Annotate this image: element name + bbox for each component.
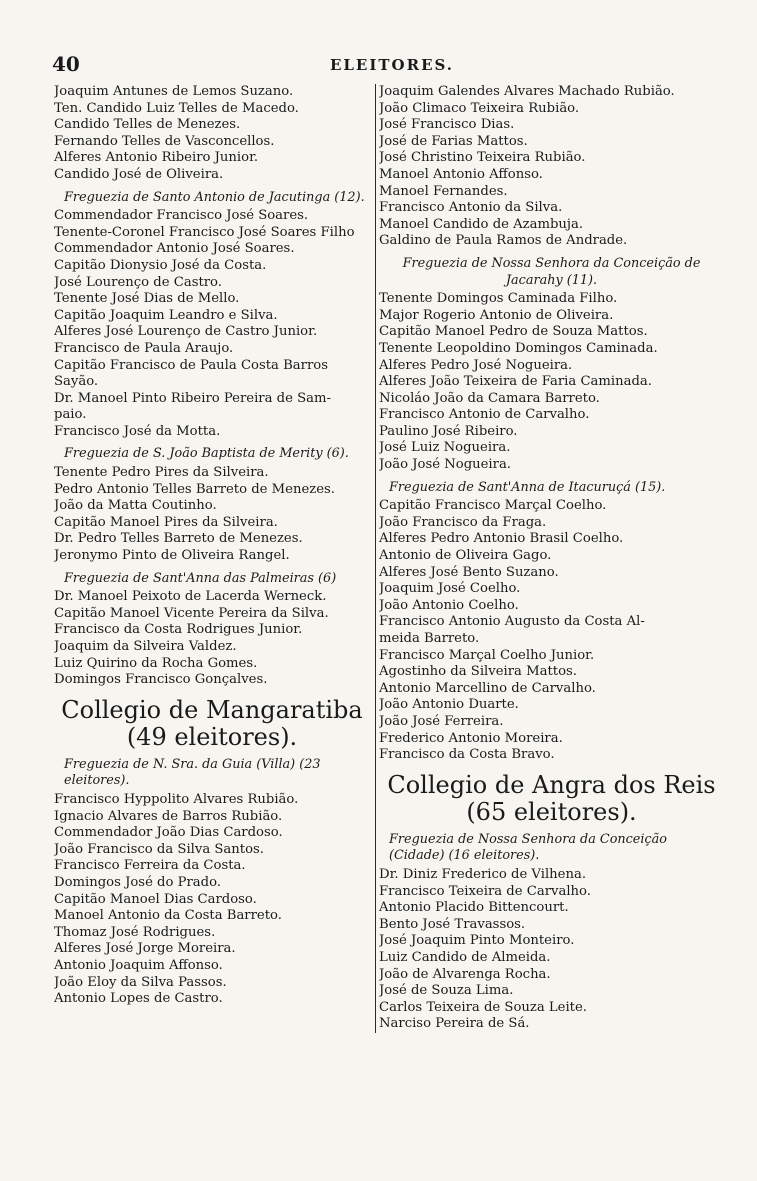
elector-name: Antonio Placido Bittencourt. [379,900,569,916]
name-list [379,84,724,250]
elector-name: João José Ferreira. [379,713,504,729]
elector-name: Nicoláo João da Camara Barreto. [379,390,600,406]
elector-name: João José Nogueira. [379,457,512,473]
elector-name: Ignacio Alvares de Barros Rubião. [54,808,283,824]
elector-name: Antonio Lopes de Castro. [54,991,223,1007]
elector-name: Capitão Francisco de Paula Costa Barros [54,357,328,373]
elector-name: Joaquim Galendes Alvares Machado Rubião. [379,84,675,99]
elector-name: Capitão Manoel Vicente Pereira da Silva. [54,605,329,621]
elector-name: Sayão. [54,374,99,390]
elector-name: Manoel Candido de Azambuja. [379,216,584,232]
name-list [379,867,724,1033]
elector-name: Capitão Joaquim Leandro e Silva. [54,307,278,323]
elector-name: Candido José de Oliveira. [54,166,224,182]
elector-name: José Joaquim Pinto Monteiro. [379,933,575,949]
elector-name: Fernando Telles de Vasconcellos. [54,133,275,149]
elector-name: Alferes Pedro Antonio Brasil Coelho. [379,531,624,547]
elector-name: Francisco Ferreira da Costa. [54,858,246,874]
elector-name: Antonio de Oliveira Gago. [379,548,552,564]
elector-name: Alferes José Bento Suzano. [379,564,559,580]
elector-name: Pedro Antonio Telles Barreto de Menezes. [54,481,335,497]
elector-name: Luiz Quirino da Rocha Gomes. [54,655,258,671]
college-heading [54,697,370,751]
elector-name: Paulino José Ribeiro. [379,423,518,439]
elector-name: Alferes Antonio Ribeiro Junior. [54,150,259,166]
elector-name: Luiz Candido de Almeida. [379,949,551,965]
elector-name: Narciso Pereira de Sá. [379,1016,530,1032]
name-list [54,792,370,1008]
running-title: ELEITORES. [329,56,455,74]
elector-name: Capitão Dionysio José da Costa. [54,257,267,273]
elector-name: Francisco da Costa Bravo. [379,747,555,763]
elector-name: Ten. Candido Luiz Telles de Macedo. [54,100,299,116]
page-header [52,52,732,76]
elector-name: José Christino Teixeira Rubião. [379,150,586,166]
elector-name: Francisco José da Motta. [54,423,221,439]
elector-name: Bento José Travassos. [379,916,526,932]
elector-name: João Antonio Duarte. [379,697,519,713]
elector-name: Dr. Diniz Frederico de Vilhena. [379,866,587,882]
elector-name: Capitão Manoel Pedro de Souza Mattos. [379,324,648,340]
elector-name: Francisco Hyppolito Alvares Rubião. [54,791,299,807]
section-heading: Freguezia de S. João Baptista de Merity (6). [64,446,349,462]
elector-name: Agostinho da Silveira Mattos. [379,664,577,680]
section-heading: Freguezia de Sant'Anna de Itacuruçá (15). [389,479,666,495]
elector-name: José Lourenço de Castro. [54,274,222,290]
elector-name: Candido Telles de Menezes. [54,117,241,133]
name-list [379,291,724,474]
section-heading: Freguezia de Nossa Senhora da Conceição (Cidade) (16 eleitores). [389,831,667,864]
elector-name: Commendador Francisco José Soares. [54,208,309,224]
elector-name: Dr. Manoel Peixoto de Lacerda Werneck. [54,589,327,605]
elector-name: Commendador Antonio José Soares. [54,241,295,257]
elector-name: Alferes José Lourenço de Castro Junior. [54,324,318,340]
elector-name: Capitão Manoel Pires da Silveira. [54,514,278,530]
elector-name: Francisco Antonio de Carvalho. [379,407,590,423]
elector-name: Alferes José Jorge Moreira. [54,941,236,957]
elector-name: Major Rogerio Antonio de Oliveira. [379,307,614,323]
elector-name: Manoel Fernandes. [379,183,508,199]
elector-name: José Francisco Dias. [379,117,515,133]
college-name: Collegio de Mangaratiba [61,695,363,724]
elector-name: meida Barreto. [379,631,480,646]
college-name: Collegio de Angra dos Reis [387,770,716,799]
elector-name: Alferes João Teixeira de Faria Caminada. [379,374,652,390]
elector-name: Domingos Francisco Gonçalves. [54,672,268,688]
elector-name: João de Alvarenga Rocha. [379,966,551,982]
elector-name: José de Farias Mattos. [379,133,528,149]
elector-name: Francisco Antonio da Silva. [379,200,563,216]
elector-name: Francisco de Paula Araujo. [54,340,234,356]
elector-name: Francisco da Costa Rodrigues Junior. [54,622,303,638]
elector-name: João Francisco da Silva Santos. [54,841,264,857]
elector-name: Tenente Domingos Caminada Filho. [379,291,618,307]
elector-name: Thomaz José Rodrigues. [54,924,216,940]
name-list [54,84,370,184]
elector-name: Capitão Francisco Marçal Coelho. [379,498,607,514]
elector-name: Joaquim José Coelho. [379,581,521,597]
elector-name: Antonio Marcellino de Carvalho. [379,680,596,696]
section-heading: Freguezia de N. Sra. da Guia (Villa) (23 eleitores). [64,756,321,789]
elector-name: Jeronymo Pinto de Oliveira Rangel. [54,548,290,564]
elector-name: Francisco Marçal Coelho Junior. [379,647,595,663]
name-list [54,208,370,440]
elector-name: Galdino de Paula Ramos de Andrade. [379,233,628,249]
elector-name: Francisco Antonio Augusto da Costa Al- [379,614,645,630]
elector-name: Frederico Antonio Moreira. [379,730,563,746]
elector-name: Joaquim Antunes de Lemos Suzano. [54,84,294,99]
elector-name: Domingos José do Prado. [54,874,222,890]
elector-name: João Eloy da Silva Passos. [54,974,227,990]
elector-name: José Luiz Nogueira. [379,440,511,456]
elector-name: Alferes Pedro José Nogueira. [379,357,573,373]
name-list [54,465,370,565]
elector-name: Manoel Antonio Affonso. [379,166,543,182]
name-list [379,498,724,764]
elector-name: Carlos Teixeira de Souza Leite. [379,999,587,1015]
name-list [54,589,370,689]
elector-name: João da Matta Coutinho. [54,498,217,514]
elector-name: Tenente José Dias de Mello. [54,291,240,307]
left-column [54,84,370,1008]
elector-name: Tenente Pedro Pires da Silveira. [54,465,269,481]
elector-name: Tenente-Coronel Francisco José Soares Filho [54,224,355,240]
elector-name: Manoel Antonio da Costa Barreto. [54,908,282,924]
college-count: (49 eleitores). [126,722,298,751]
elector-name: paio. [54,407,87,423]
elector-name: Dr. Manoel Pinto Ribeiro Pereira de Sam- [54,390,331,406]
section-heading: Freguezia de Nossa Senhora da Conceição de Jacarahy (11). [402,255,701,288]
elector-name: Antonio Joaquim Affonso. [54,957,223,973]
right-column [375,84,724,1033]
college-heading [379,772,724,826]
elector-name: João Climaco Teixeira Rubião. [379,100,580,116]
elector-name: Tenente Leopoldino Domingos Caminada. [379,340,658,356]
section-heading: Freguezia de Sant'Anna das Palmeiras (6) [64,570,337,586]
elector-name: João Francisco da Fraga. [379,514,547,530]
elector-name: Dr. Pedro Telles Barreto de Menezes. [54,531,303,547]
elector-name: Joaquim da Silveira Valdez. [54,639,237,654]
section-heading: Freguezia de Santo Antonio de Jacutinga (12). [64,189,365,205]
page-number: 40 [52,52,80,76]
elector-name: Commendador João Dias Cardoso. [54,825,283,841]
elector-name: Capitão Manoel Dias Cardoso. [54,891,257,907]
elector-name: Francisco Teixeira de Carvalho. [379,883,591,899]
elector-name: João Antonio Coelho. [379,597,519,613]
college-count: (65 eleitores). [466,797,637,826]
elector-name: José de Souza Lima. [379,983,514,999]
